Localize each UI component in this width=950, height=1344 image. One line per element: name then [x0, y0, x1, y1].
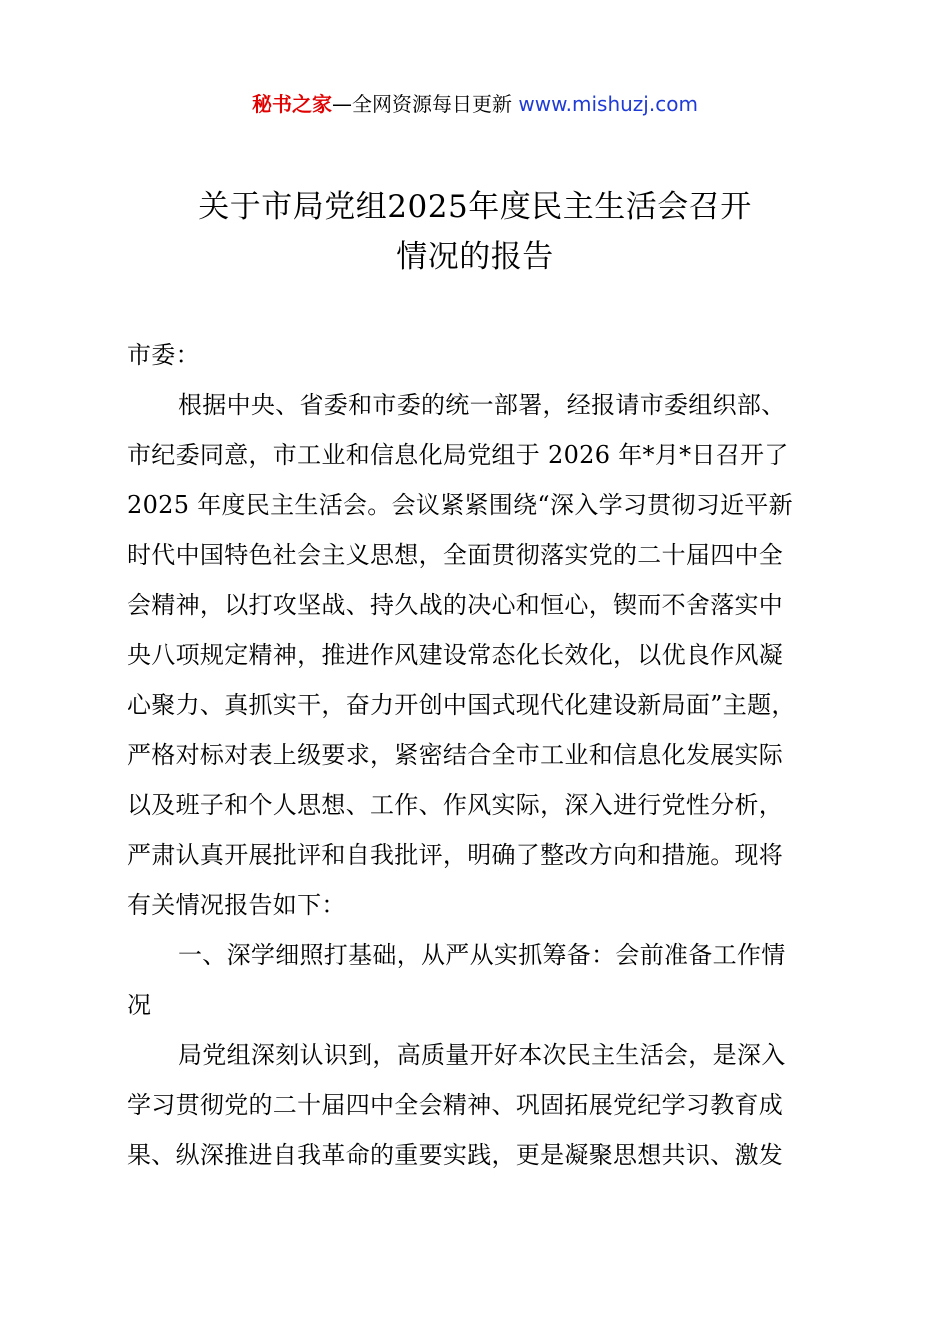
paragraph-line: 果、纵深推进自我革命的重要实践，更是凝聚思想共识、激发 — [127, 1141, 784, 1169]
section-heading-line: 况 — [127, 991, 152, 1019]
site-url-link[interactable]: www.mishuzj.com — [518, 92, 698, 116]
paragraph-line: 以及班子和个人思想、工作、作风实际，深入进行党性分析， — [127, 791, 784, 819]
section-heading-line: 一、深学细照打基础，从严从实抓筹备：会前准备工作情 — [178, 941, 786, 969]
header-tagline: —全网资源每日更新 — [332, 92, 519, 116]
title-line-2: 情况的报告 — [396, 239, 554, 275]
title-line-1: 关于市局党组2025年度民主生活会召开 — [198, 189, 752, 225]
paragraph-line: 市纪委同意，市工业和信息化局党组于 2026 年*月*日召开了 — [127, 441, 789, 469]
paragraph-line: 央八项规定精神，推进作风建设常态化长效化，以优良作风凝 — [127, 641, 784, 669]
paragraph-line: 时代中国特色社会主义思想，全面贯彻落实党的二十届四中全 — [127, 541, 784, 569]
paragraph-line: 严格对标对表上级要求，紧密结合全市工业和信息化发展实际 — [127, 741, 784, 769]
paragraph-line: 心聚力、真抓实干，奋力开创中国式现代化建设新局面”主题， — [127, 691, 796, 719]
paragraph-line: 局党组深刻认识到，高质量开好本次民主生活会，是深入 — [178, 1041, 786, 1069]
site-header — [0, 88, 950, 120]
document-title — [0, 182, 950, 282]
paragraph-line: 会精神，以打攻坚战、持久战的决心和恒心，锲而不舍落实中 — [127, 591, 784, 619]
paragraph-line: 严肃认真开展批评和自我批评，明确了整改方向和措施。现将 — [127, 841, 784, 869]
paragraph-line: 有关情况报告如下： — [127, 891, 346, 919]
paragraph-line: 2025 年度民主生活会。会议紧紧围绕“深入学习贯彻习近平新 — [127, 491, 793, 519]
salutation: 市委： — [127, 341, 200, 369]
paragraph-line: 根据中央、省委和市委的统一部署，经报请市委组织部、 — [178, 391, 786, 419]
brand-name: 秘书之家 — [252, 92, 333, 116]
document-body — [127, 330, 837, 1180]
paragraph-line: 学习贯彻党的二十届四中全会精神、巩固拓展党纪学习教育成 — [127, 1091, 784, 1119]
